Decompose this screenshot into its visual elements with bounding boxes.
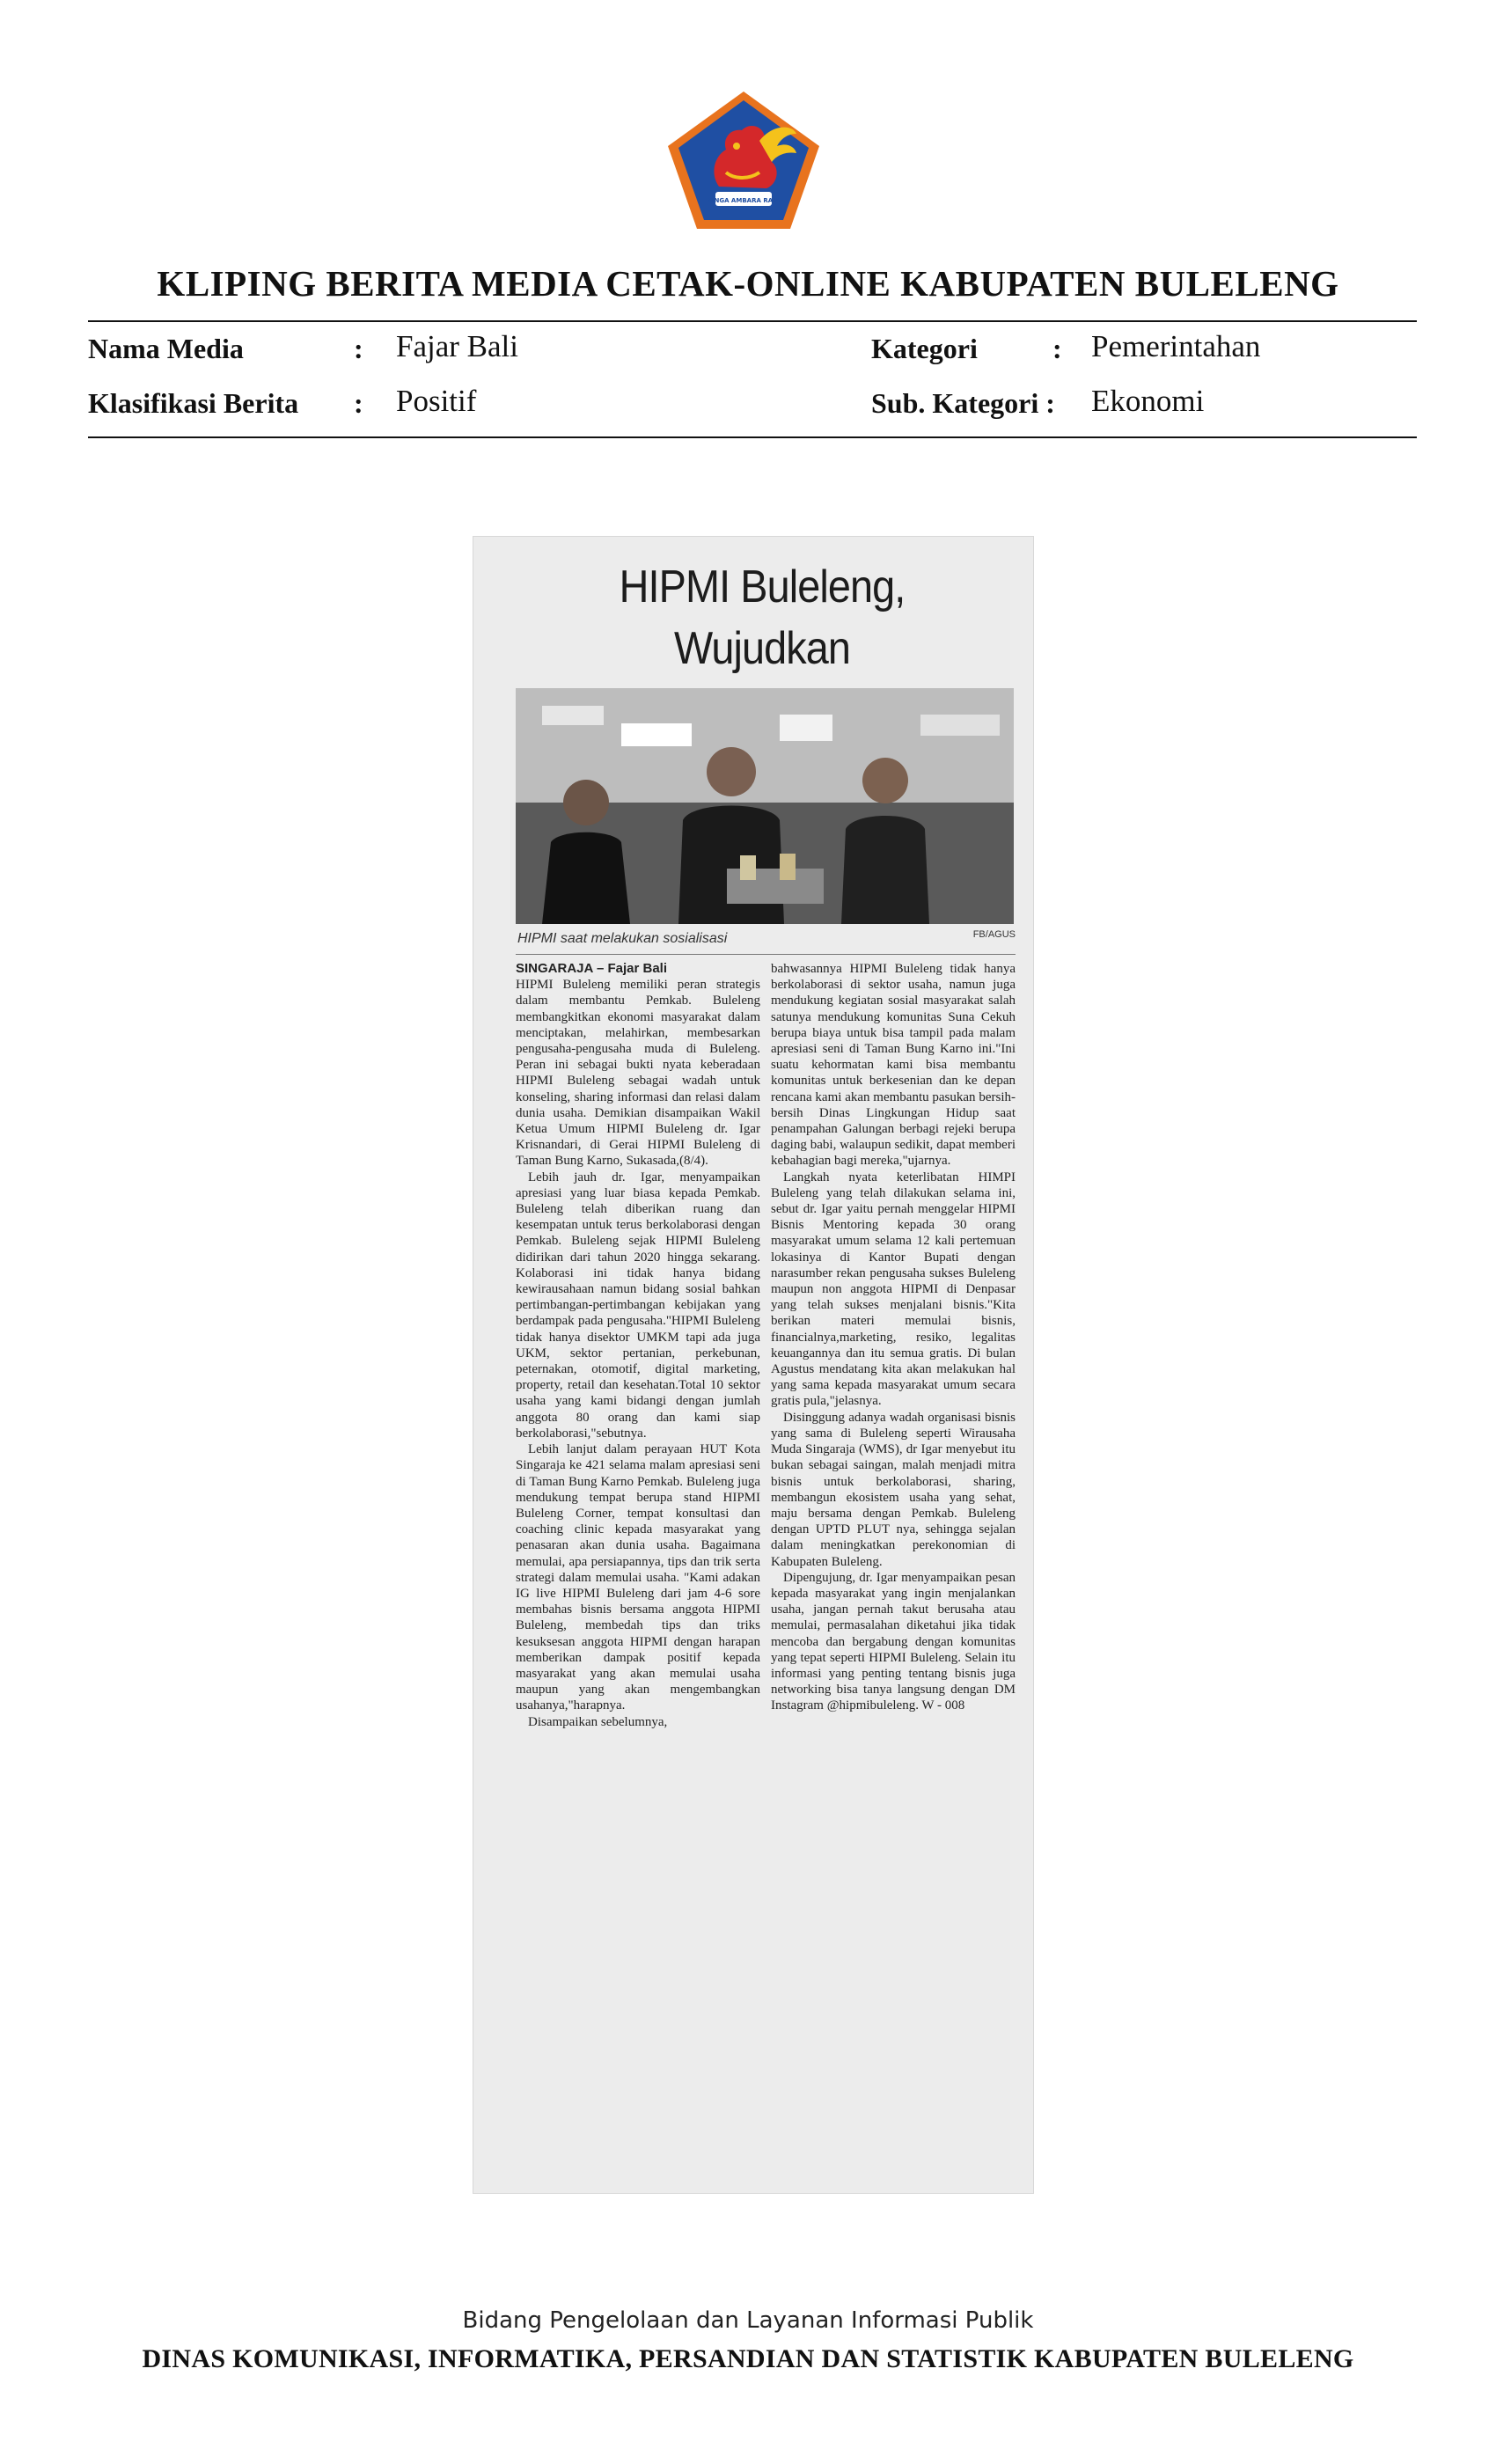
kabupaten-logo [664,88,823,233]
media-colon: : [354,333,363,364]
article-paragraph: bahwasannya HIPMI Buleleng tidak hanya berkolaborasi di sektor usaha, namun juga mendukung kegiatan sosial masyarakat salah satunya mendukung komunitas Suna Cekuh berupa biaya untuk bisa tampil pada malam apresiasi seni di Taman Bung Karno ini."Ini suatu kehormatan kami bisa membantu komunitas untuk berkesenian dan ke depan rencana kami akan membantu pasukan bersih-bersih Dinas Lingkungan Hidup saat penampahan Galungan berbagi rejeki berupa daging babi, walaupun sedikit, dapat memberi kebahagian bagi mereka,"ujarnya. [771,962,1016,1169]
subkategori-value: Ekonomi [1091,384,1205,418]
footer-division: Bidang Pengelolaan dan Layanan Informasi Publik [462,2307,1034,2334]
kategori-label: Kategori [871,333,978,364]
article-column-right [771,961,1016,1714]
singa-ambara-raja-emblem-icon [664,88,823,233]
event-photo-illustration-icon [516,688,1014,924]
media-label: Nama Media [88,333,244,364]
document-title: KLIPING BERITA MEDIA CETAK-ONLINE KABUPATEN BULELENG [157,263,1339,304]
media-value: Fajar Bali [396,329,518,363]
kategori-value: Pemerintahan [1091,329,1261,363]
article-dateline: SINGARAJA – Fajar Bali [516,961,667,976]
article-column-left [516,961,760,1730]
footer-agency: DINAS KOMUNIKASI, INFORMATIKA, PERSANDIAN DAN STATISTIK KABUPATEN BULELENG [142,2344,1354,2373]
article-paragraph: HIPMI Buleleng memiliki peran strategis dalam membantu Pemkab. Buleleng membangkitkan ekonomi masyarakat dalam menciptakan, melahirkan, membesarkan pengusaha-pengusaha muda di Buleleng. Peran ini sebagai bukti nyata keberadaan HIPMI Buleleng sebagai wadah untuk konseling, sharing informasi dan relasi dalam dunia usaha. Demikian disampaikan Wakil Ketua Umum HIPMI Buleleng dr. Igar Krisnandari, di Gerai HIPMI Buleleng di Taman Bung Karno, Sukasada,(8/4). [516,978,760,1169]
kategori-colon: : [1052,333,1062,364]
klasifikasi-colon: : [354,387,363,419]
klasifikasi-label: Klasifikasi Berita [88,387,299,419]
photo-credit: FB/AGUS [972,929,1016,940]
article-paragraph: Lebih jauh dr. Igar, menyampaikan apresiasi yang luar biasa kepada Pemkab. Buleleng telah diberikan ruang dan kesempatan untuk terus berkolaborasi dengan Pemkab. Buleleng sejak HIPMI Buleleng didirikan dari tahun 2020 hingga sekarang. Kolaborasi ini tidak hanya bidang kewirausahaan namun bidang sosial bahkan pertimbangan-pertimbangan kebijakan yang berdampak pada pengusaha."HIPMI Buleleng tidak hanya disektor UMKM tapi ada juga UKM, sektor pertanian, perkebunan, peternakan, otomotif, digital marketing, property, retail dan kesehatan.Total 10 sektor usaha yang kami bidangi dengan jumlah anggota 80 orang dan kami siap berkolaborasi,"sebutnya. [516,1170,760,1441]
article-paragraph: Disinggung adanya wadah organisasi bisnis yang sama di Buleleng seperti Wirausaha Muda Singaraja (WMS), dr Igar menyebut itu bukan sebagai saingan, malah menjadi mitra bisnis untuk berkolaborasi, sharing, membangun ekosistem usaha yang sehat, maju bersama dengan Pemkab. Buleleng dengan UPTD PLUT nya, sehingga sejalan dalam meningkatkan perekonomian di Kabupaten Buleleng. [771,1410,1016,1569]
photo-caption: HIPMI saat melakukan sosialisasi [517,931,728,946]
headline-line-1: HIPMI Buleleng, Wujudkan [619,561,906,674]
header-divider-bottom [88,436,1417,438]
article-paragraph: Langkah nyata keterlibatan HIMPI Buleleng yang telah dilakukan selama ini, sebut dr. Igar yaitu pernah menggelar HIPMI Bisnis Mentoring kepada 30 orang masyarakat umum selama 12 kali pertemuan lokasinya di Kantor Bupati dengan narasumber rekan pengusaha sukses Buleleng maupun non anggota HIPMI di Denpasar yang telah sukses menjalani bisnis."Kita berikan materi memulai bisnis, financialnya,marketing, resiko, legalitas keuangannya dan itu semua gratis. Di bulan Agustus mendatang kita akan melakukan hal yang sama kepada masyarakat umum secara gratis pula,"jelasnya. [771,1170,1016,1409]
subkategori-label: Sub. Kategori : [871,387,1055,419]
caption-divider [516,954,1016,955]
header-divider-top [88,320,1417,322]
klasifikasi-value: Positif [396,384,477,418]
svg-text:SINGA AMBARA RAJA: SINGA AMBARA RAJA [707,197,781,204]
article-paragraph: Lebih lanjut dalam perayaan HUT Kota Singaraja ke 421 selama malam apresiasi seni di Taman Bung Karno Pemkab. Buleleng juga mendukung tempat berupa stand HIPMI Buleleng Corner, tempat konsultasi dan coaching clinic kepada masyarakat yang penasaran akan dunia usaha. Bagaimana memulai, apa persiapannya, tips dan trik serta strategi dalam memulai usaha. "Kami adakan IG live HIPMI Buleleng dari jam 4-6 sore membahas bisnis bersama anggota HIPMI Buleleng, membedah tips dan triks kesuksesan anggota HIPMI dengan harapan memberikan dampak positif kepada masyarakat yang akan memulai usaha maupun yang akan mengembangkan usahanya,"harapnya. [516,1442,760,1713]
newspaper-clipping [473,537,1033,2193]
article-paragraph: Disampaikan sebelumnya, [528,1714,668,1729]
article-photo [516,688,1014,924]
article-paragraph: Dipengujung, dr. Igar menyampaikan pesan kepada masyarakat yang ingin menjalankan usaha, jangan pernah takut berusaha atau memulai, permasalahan diketahui jika tidak mencoba dan bergabung dengan komunitas yang tepat seperti HIPMI Buleleng. Selain itu informasi yang penting tentang bisnis juga networking bisa tanya langsung dengan DM Instagram @hipmibuleleng. W - 008 [771,1570,1016,1713]
